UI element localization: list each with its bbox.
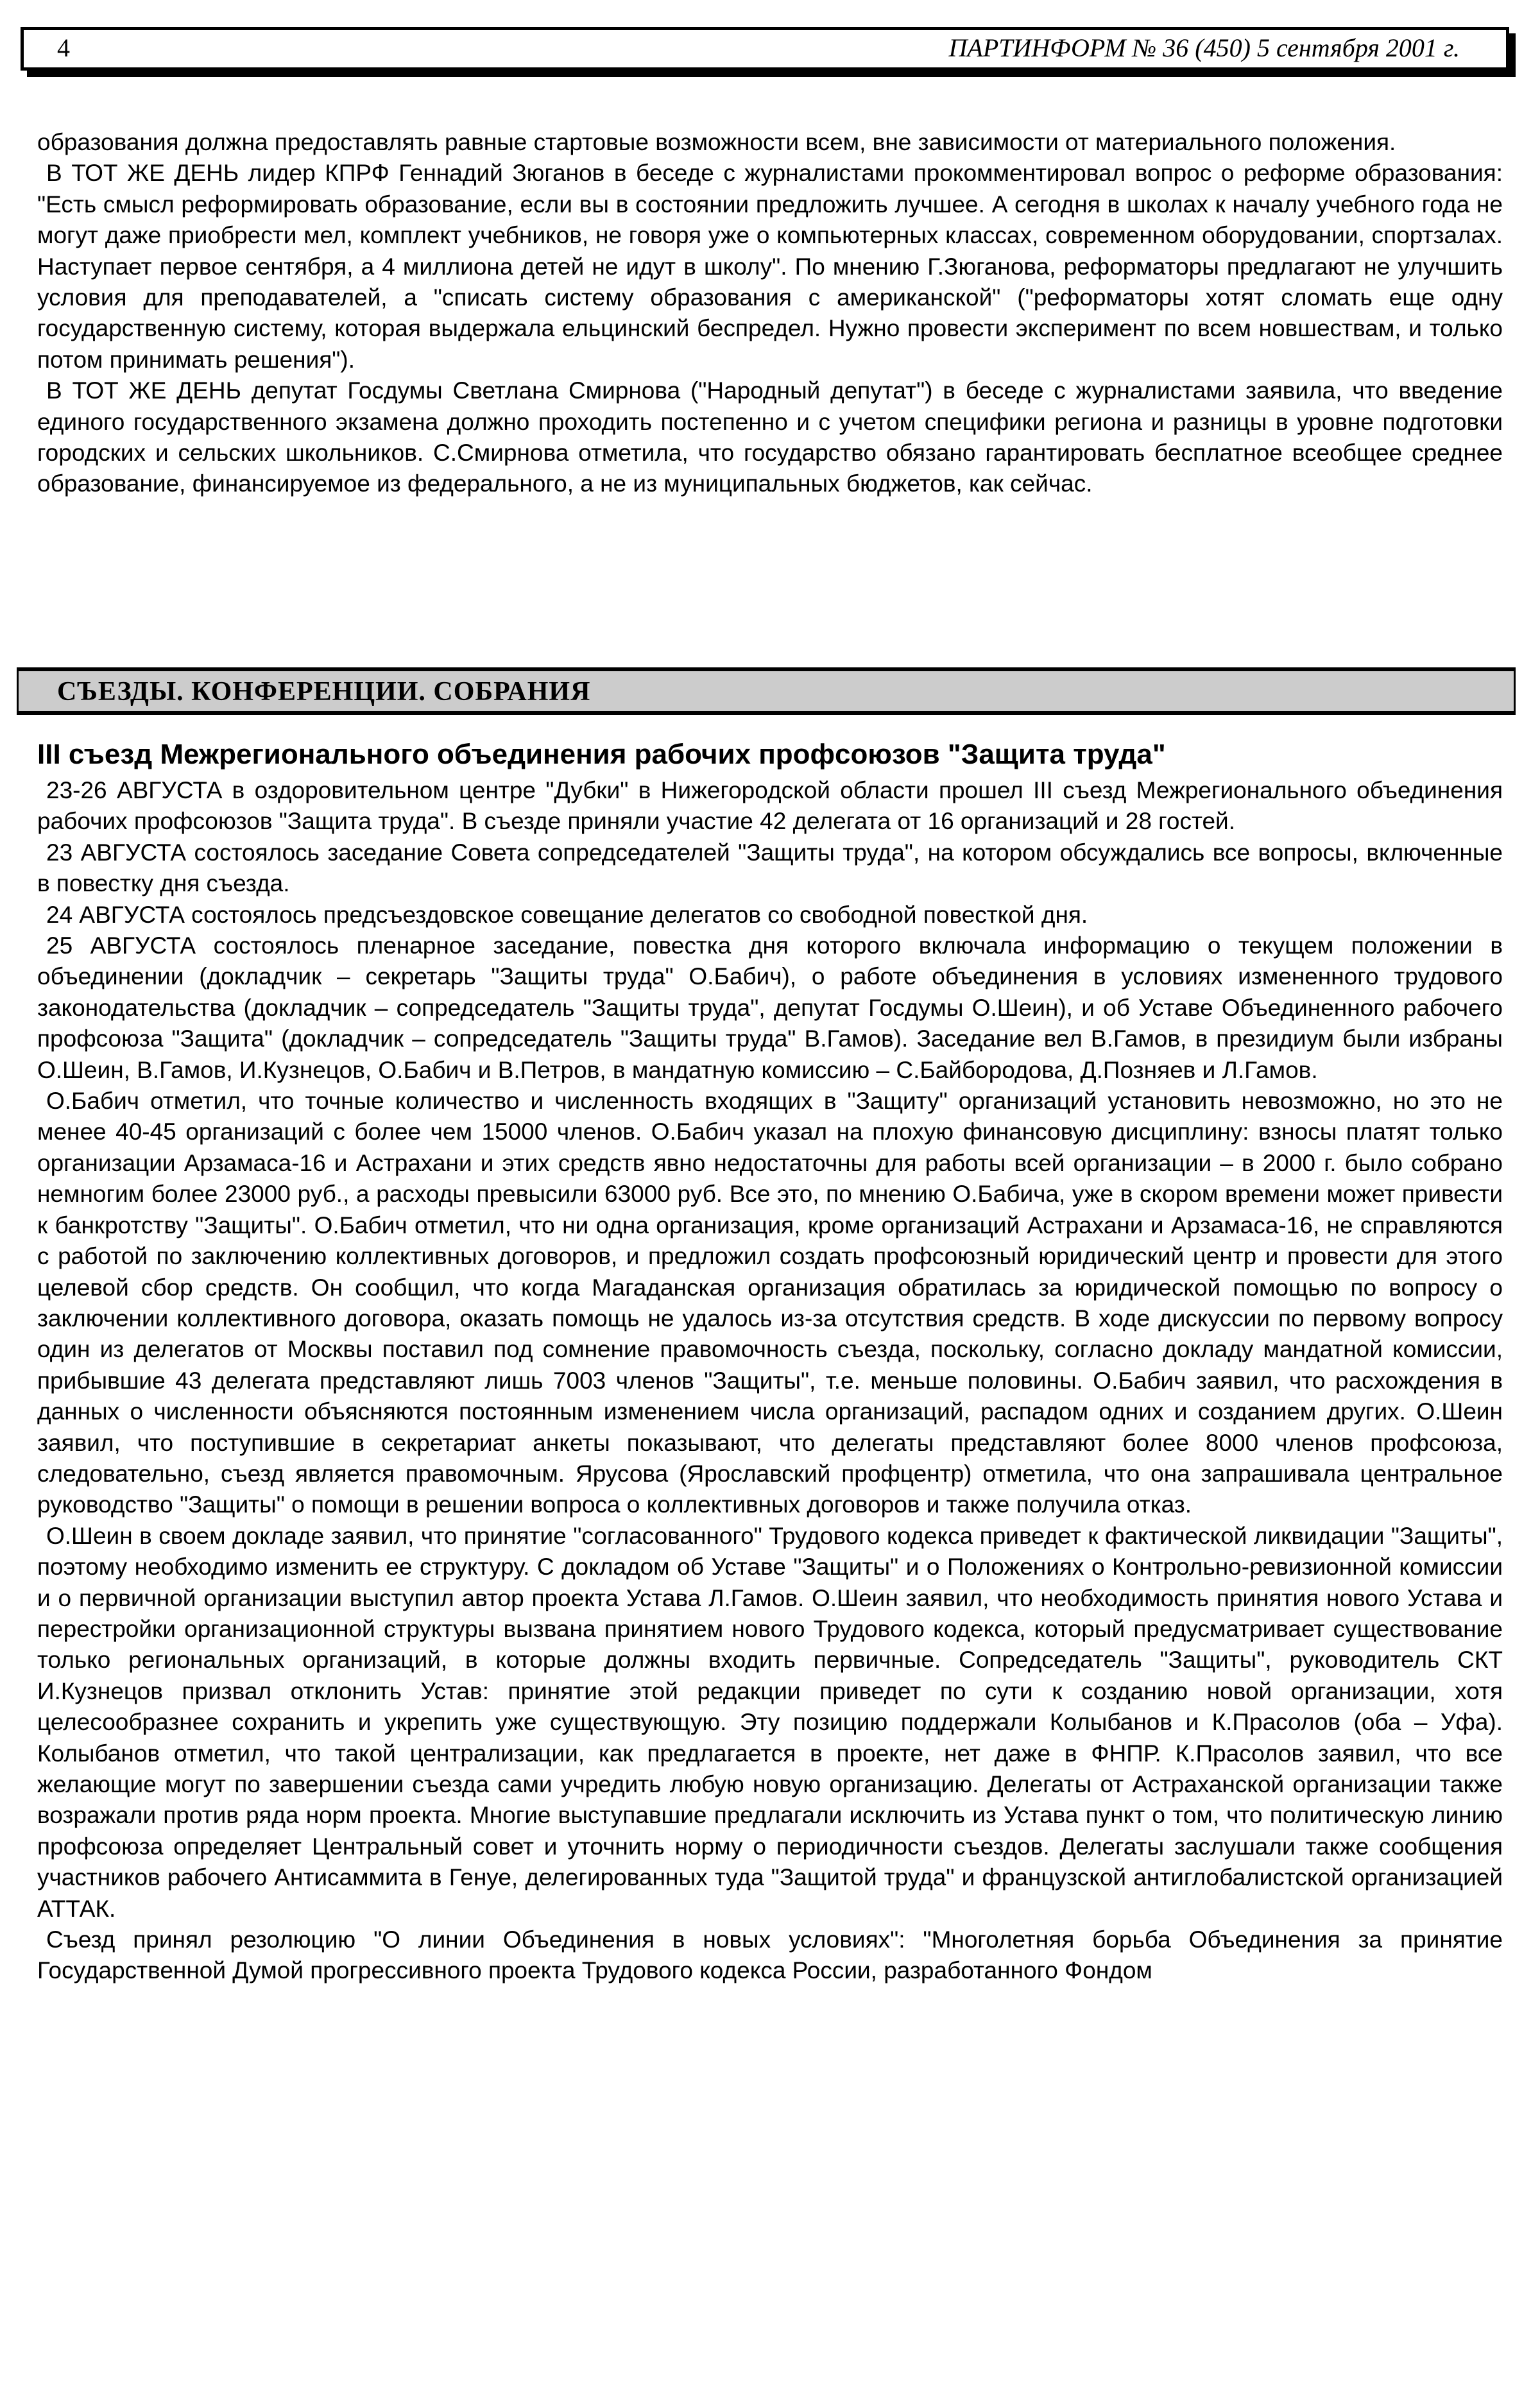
article-body	[37, 775, 1503, 1987]
page-number: 4	[57, 33, 70, 62]
section-title: СЪЕЗДЫ. КОНФЕРЕНЦИИ. СОБРАНИЯ	[57, 677, 591, 707]
publication-title: ПАРТИНФОРМ № 36 (450) 5 сентября 2001 г.	[948, 33, 1460, 62]
paragraph: 24 АВГУСТА состоялось предсъездовское совещание делегатов со свободной повесткой дня.	[46, 901, 1088, 928]
paragraph: В ТОТ ЖЕ ДЕНЬ депутат Госдумы Светлана Смирнова ("Народный депутат") в беседе с журналистами заявила, что введение единого государственного экзамена должно проходить постепенно и с учетом специфики региона и разницы в уровне подготовки городских и сельских школьников. С.Смирнова отметила, что государство обязано гарантировать бесплатное всеобщее среднее образование, финансируемое из федерального, а не из муниципальных бюджетов, как сейчас.	[37, 377, 1503, 497]
article-title: III съезд Межрегионального объединения рабочих профсоюзов "Защита труда"	[37, 739, 1166, 770]
top-text-block	[37, 127, 1503, 500]
paragraph: 23-26 АВГУСТА в оздоровительном центре "Дубки" в Нижегородской области прошел III съезд Межрегионального объединения рабочих профсоюзов "Защита труда". В съезде приняли участие 42 делегата от 16 организаций и 28 гостей.	[37, 777, 1503, 835]
paragraph: О.Шеин в своем докладе заявил, что принятие "согласованного" Трудового кодекса приведет к фактической ликвидации "Защиты", поэтому необходимо изменить ее структуру. С докладом об Уставе "Защиты" и о Положениях о Контрольно-ревизионной комиссии и о первичной организации выступил автор проекта Устава Л.Гамов. О.Шеин заявил, что необходимость принятия нового Устава и перестройки организационной структуры вызвана принятием нового Трудового кодекса, который предусматривает существование только региональных организаций, в которые должны входить первичные. Сопредседатель "Защиты", руководитель СКТ И.Кузнецов призвал отклонить Устав: принятие этой редакции приведет по сути к созданию новой организации, хотя целесообразнее сохранить и укрепить уже существующую. Эту позицию поддержали Колыбанов и К.Прасолов (оба – Уфа). Колыбанов отметил, что такой централизации, как предлагается в проекте, нет даже в ФНПР. К.Прасолов заявил, что все желающие могут по завершении съезда сами учредить любую новую организацию. Делегаты от Астраханской организации также возражали против ряда норм проекта. Многие выступавшие предлагали исключить из Устава пункт о том, что политическую линию профсоюза определяет Центральный совет и уточнить норму о периодичности съездов. Делегаты заслушали также сообщения участников рабочего Антисаммита в Генуе, делегированных туда "Защитой труда" и французской антиглобалистской организацией АТТАК.	[37, 1522, 1503, 1922]
paragraph: 25 АВГУСТА состоялось пленарное заседание, повестка дня которого включала информацию о текущем положении в объединении (докладчик – секретарь "Защиты труда" О.Бабич), о работе объединения в условиях измененного трудового законодательства (докладчик – сопредседатель "Защиты труда", депутат Госдумы О.Шеин), и об Уставе Объединенного рабочего профсоюза "Защита" (докладчик – сопредседатель "Защиты труда" В.Гамов). Заседание вел В.Гамов, в президиум были избраны О.Шеин, В.Гамов, И.Кузнецов, О.Бабич и В.Петров, в мандатную комиссию – С.Байбородова, Д.Позняев и Л.Гамов.	[37, 932, 1503, 1083]
paragraph: Съезд принял резолюцию "О линии Объединения в новых условиях": "Многолетняя борьба Объединения за принятие Государственной Думой прогрессивного проекта Трудового кодекса России, разработанного Фондом	[37, 1926, 1503, 1984]
page-header	[21, 27, 1509, 71]
paragraph: 23 АВГУСТА состоялось заседание Совета сопредседателей "Защиты труда", на котором обсуждались все вопросы, включенные в повестку дня съезда.	[37, 839, 1503, 897]
paragraph: О.Бабич отметил, что точные количество и численность входящих в "Защиту" организаций установить невозможно, но это не менее 40-45 организаций с более чем 15000 членов. О.Бабич указал на плохую финансовую дисциплину: взносы платят только организации Арзамаса-16 и Астрахани и этих средств явно недостаточны для работы всей организации – в 2000 г. было собрано немногим более 23000 руб., а расходы превысили 63000 руб. Все это, по мнению О.Бабича, уже в скором времени может привести к банкротству "Защиты". О.Бабич отметил, что ни одна организация, кроме организаций Астрахани и Арзамаса-16, не справляются с работой по заключению коллективных договоров, и предложил создать профсоюзный юридический центр и провести для этого целевой сбор средств. Он сообщил, что когда Магаданская организация обратилась за юридической помощью по вопросу о заключении коллективного договора, оказать помощь не удалось из-за отсутствия средств. В ходе дискуссии по первому вопросу один из делегатов от Москвы поставил под сомнение правомочность съезда, поскольку, согласно докладу мандатной комиссии, прибывшие 43 делегата представляют лишь 7003 членов "Защиты", т.е. меньше половины. О.Бабич заявил, что расхождения в данных о численности объясняются постоянным изменением числа организаций, распадом одних и созданием других. О.Шеин заявил, что поступившие в секретариат анкеты показывают, что делегаты представляют более 8000 членов профсоюза, следовательно, съезд является правомочным. Ярусова (Ярославский профцентр) отметила, что она запрашивала центральное руководство "Защиты" о помощи в решении вопроса о коллективных договоров и также получила отказ.	[37, 1088, 1503, 1518]
section-header	[17, 667, 1516, 715]
paragraph: образования должна предоставлять равные стартовые возможности всем, вне зависимости от материального положения.	[37, 129, 1396, 155]
paragraph: В ТОТ ЖЕ ДЕНЬ лидер КПРФ Геннадий Зюганов в беседе с журналистами прокомментировал вопрос о реформе образования: "Есть смысл реформировать образование, если вы в состоянии предложить лучшее. А сегодня в школах к началу учебного года не могут даже приобрести мел, комплект учебников, не говоря уже о компьютерных классах, современном оборудовании, спортзалах. Наступает первое сентября, а 4 миллиона детей не идут в школу". По мнению Г.Зюганова, реформаторы предлагают не улучшить условия для преподавателей, а "списать систему образования с американской" ("реформаторы хотят сломать еще одну государственную систему, которая выдержала ельцинский беспредел. Нужно провести эксперимент по всем новшествам, и только потом принимать решения").	[37, 160, 1503, 373]
